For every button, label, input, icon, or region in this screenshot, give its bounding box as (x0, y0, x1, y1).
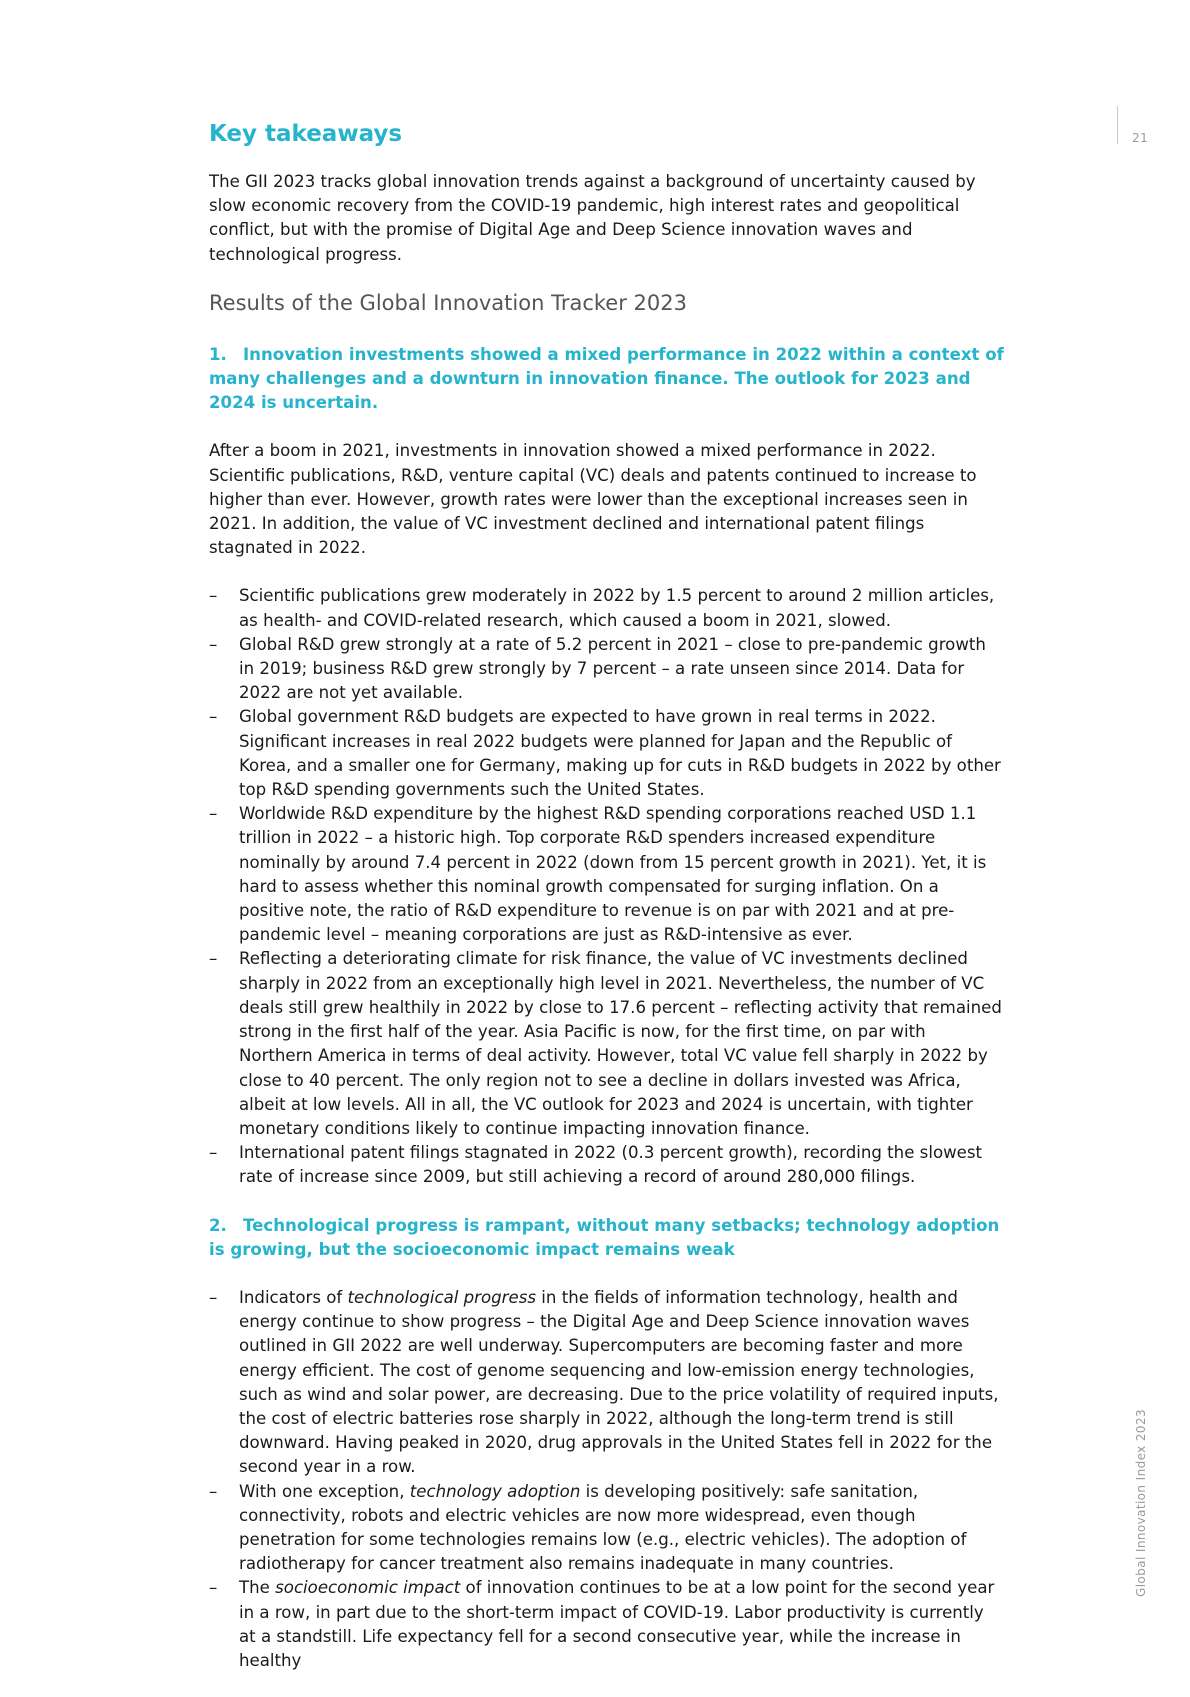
tracker-heading: Results of the Global Innovation Tracker 2023 (209, 290, 687, 315)
page-marker-rule (1117, 106, 1118, 144)
finding-1-paragraph: After a boom in 2021, investments in innovation showed a mixed performance in 2022. Scientific publications, R&D, venture capital (VC) deals and patents continued to increase to higher than ever. However, growth rates were lower than the exceptional increases seen in 2021. In addition, the value of VC investment declined and international patent filings stagnated in 2022. (209, 441, 977, 558)
list-item-text: is developing positively: safe sanitation, connectivity, robots and electric vehicles are now more widespread, even though penetration for some technologies remains low (e.g., electric vehicles). The adoption of radiotherapy for cancer treatment also remains inadequate in many countries. (239, 1481, 967, 1574)
list-item-emphasis: technology adoption (409, 1481, 581, 1501)
list-item-text: in the fields of information technology, health and energy continue to show progress – the Digital Age and Deep Science innovation waves outlined in GII 2022 are well underway. Supercomputers are becoming faster and more energy efficient. The cost of genome sequencing and low-emission energy technologies, such as wind and solar power, are decreasing. Due to the price volatility of required inputs, the cost of electric batteries rose sharply in 2022, although the long-term trend is still downward. Having peaked in 2020, drug approvals in the United States fell in 2022 for the second year in a row. (239, 1287, 999, 1477)
list-item (209, 1480, 1004, 1577)
list-item: – International patent filings stagnated in 2022 (0.3 percent growth), recording the slowest rate of increase since 2009, but still achieving a record of around 280,000 filings. (209, 1141, 1004, 1189)
finding-1-number: 1. (209, 344, 227, 364)
list-item-text: Indicators of (239, 1287, 348, 1307)
list-item-text: With one exception, (239, 1481, 410, 1501)
key-takeaways-heading: Key takeaways (209, 121, 403, 147)
intro-paragraph: The GII 2023 tracks global innovation trends against a background of uncertainty caused by slow economic recovery from the COVID-19 pandemic, high interest rates and geopolitical conflict, but with the promise of Digital Age and Deep Science innovation waves and technological progress. (209, 172, 976, 264)
finding-1-title (209, 343, 1004, 416)
finding-1-list (209, 584, 1004, 1189)
list-item: – Global government R&D budgets are expected to have grown in real terms in 2022. Significant increases in real 2022 budgets were planned for Japan and the Republic of Korea, and a smaller one for Germany, making up for cuts in R&D budgets in 2022 by other top R&D spending governments such the United States. (209, 705, 1004, 802)
finding-2-text: Technological progress is rampant, without many setbacks; technology adoption is growing, but the socioeconomic impact remains weak (209, 1215, 1000, 1259)
list-item: – Reflecting a deteriorating climate for risk finance, the value of VC investments declined sharply in 2022 from an exceptionally high level in 2021. Nevertheless, the number of VC deals still grew healthily in 2022 by close to 17.6 percent – reflecting activity that remained strong in the first half of the year. Asia Pacific is now, for the first time, on par with Northern America in terms of deal activity. However, total VC value fell sharply in 2022 by close to 40 percent. The only region not to see a decline in dollars invested was Africa, albeit at low levels. All in all, the VC outlook for 2023 and 2024 is uncertain, with tighter monetary conditions likely to continue impacting innovation finance. (209, 947, 1004, 1141)
list-item (209, 1286, 1004, 1480)
list-item-text: of innovation continues to be at a low point for the second year in a row, in part due to the short-term impact of COVID-19. Labor productivity is currently at a standstill. Life expectancy fell for a second consecutive year, while the increase in healthy (239, 1578, 995, 1670)
list-item: – Global R&D grew strongly at a rate of 5.2 percent in 2021 – close to pre-pandemic growth in 2019; business R&D grew strongly by 7 percent – a rate unseen since 2014. Data for 2022 are not yet available. (209, 633, 1004, 706)
running-title: Global Innovation Index 2023 (1134, 1408, 1148, 1597)
page-number: 21 (1132, 131, 1149, 145)
list-item-emphasis: socioeconomic impact (275, 1578, 461, 1598)
finding-1-text: Innovation investments showed a mixed performance in 2022 within a context of many challenges and a downturn in innovation finance. The outlook for 2023 and 2024 is uncertain. (209, 344, 1004, 413)
list-item (209, 1576, 1004, 1673)
finding-2-list (209, 1286, 1004, 1673)
page-content (209, 119, 1004, 1697)
finding-2-number: 2. (209, 1215, 227, 1235)
list-item-emphasis: technological progress (347, 1287, 537, 1307)
finding-2-title (209, 1214, 1004, 1262)
list-item-text: The (239, 1578, 276, 1598)
list-item: – Worldwide R&D expenditure by the highest R&D spending corporations reached USD 1.1 trillion in 2022 – a historic high. Top corporate R&D spenders increased expenditure nominally by around 7.4 percent in 2022 (down from 15 percent growth in 2021). Yet, it is hard to assess whether this nominal growth compensated for surging inflation. On a positive note, the ratio of R&D expenditure to revenue is on par with 2021 and at pre-pandemic level – meaning corporations are just as R&D-intensive as ever. (209, 802, 1004, 947)
list-item: – Scientific publications grew moderately in 2022 by 1.5 percent to around 2 million articles, as health- and COVID-related research, which caused a boom in 2021, slowed. (209, 584, 1004, 632)
